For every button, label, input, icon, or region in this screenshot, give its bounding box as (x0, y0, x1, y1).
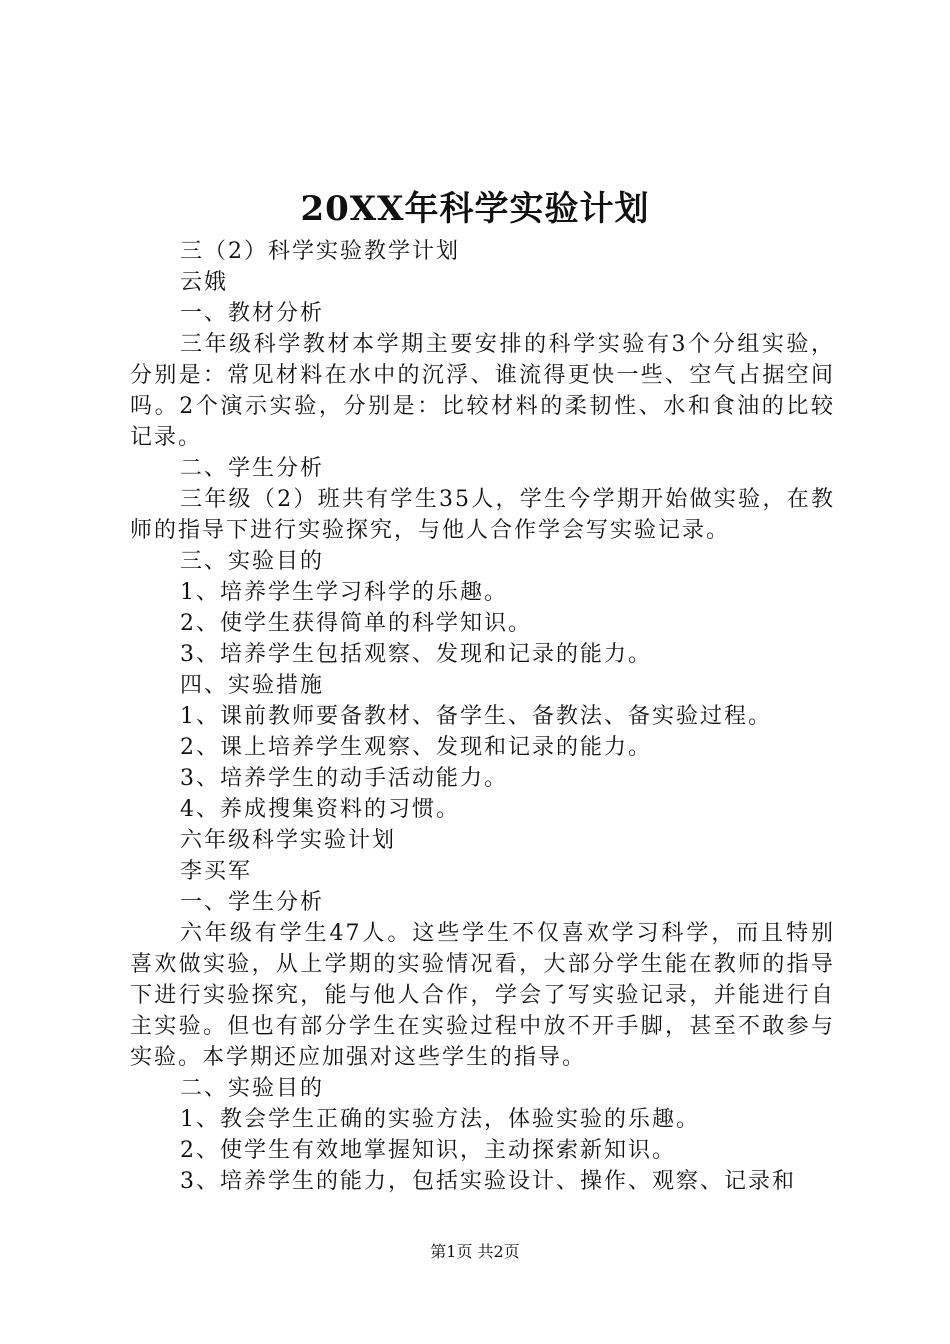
section-heading: 二、学生分析 (180, 456, 325, 481)
page-number: 第1页 共2页 (430, 1242, 520, 1261)
list-item: 1、培养学生学习科学的乐趣。 (180, 580, 508, 605)
section-heading: 六年级科学实验计划 (180, 828, 397, 853)
document-title: 20XX年科学实验计划 (300, 189, 650, 229)
section-heading: 一、学生分析 (180, 890, 325, 915)
author-name: 李买军 (180, 859, 253, 884)
paragraph: 三年级（2）班共有学生35人，学生今学期开始做实验，在教师的指导下进行实验探究，与他人合作学会写实验记录。 (130, 487, 835, 543)
list-item: 1、课前教师要备教材、备学生、备教法、备实验过程。 (180, 704, 772, 729)
section-heading: 三、实验目的 (180, 549, 325, 574)
list-item: 2、使学生获得简单的科学知识。 (180, 611, 532, 636)
list-item: 1、教会学生正确的实验方法，体验实验的乐趣。 (180, 1107, 700, 1132)
list-item: 2、课上培养学生观察、发现和记录的能力。 (180, 735, 652, 760)
list-item: 3、培养学生的能力，包括实验设计、操作、观察、记录和 (180, 1169, 796, 1194)
section-heading: 四、实验措施 (180, 673, 325, 698)
list-item: 2、使学生有效地掌握知识，主动探索新知识。 (180, 1138, 676, 1163)
document-body (130, 236, 835, 1197)
list-item: 3、培养学生包括观察、发现和记录的能力。 (180, 642, 652, 667)
author-name: 云娥 (180, 270, 229, 295)
paragraph: 六年级有学生47人。这些学生不仅喜欢学习科学，而且特别喜欢做实验，从上学期的实验情况看，大部分学生能在教师的指导下进行实验探究，能与他人合作，学会了写实验记录，并能进行自主实验。但也有部分学生在实验过程中放不开手脚，甚至不敢参与实验。本学期还应加强对这些学生的指导。 (130, 921, 835, 1070)
paragraph: 三年级科学教材本学期主要安排的科学实验有3个分组实验，分别是：常见材料在水中的沉浮、谁流得更快一些、空气占据空间吗。2个演示实验，分别是：比较材料的柔韧性、水和食油的比较记录。 (130, 332, 835, 450)
section-heading: 一、教材分析 (180, 301, 325, 326)
list-item: 3、培养学生的动手活动能力。 (180, 766, 508, 791)
list-item: 4、养成搜集资料的习惯。 (180, 797, 460, 822)
section-heading: 三（2）科学实验教学计划 (180, 239, 460, 264)
section-heading: 二、实验目的 (180, 1076, 325, 1101)
